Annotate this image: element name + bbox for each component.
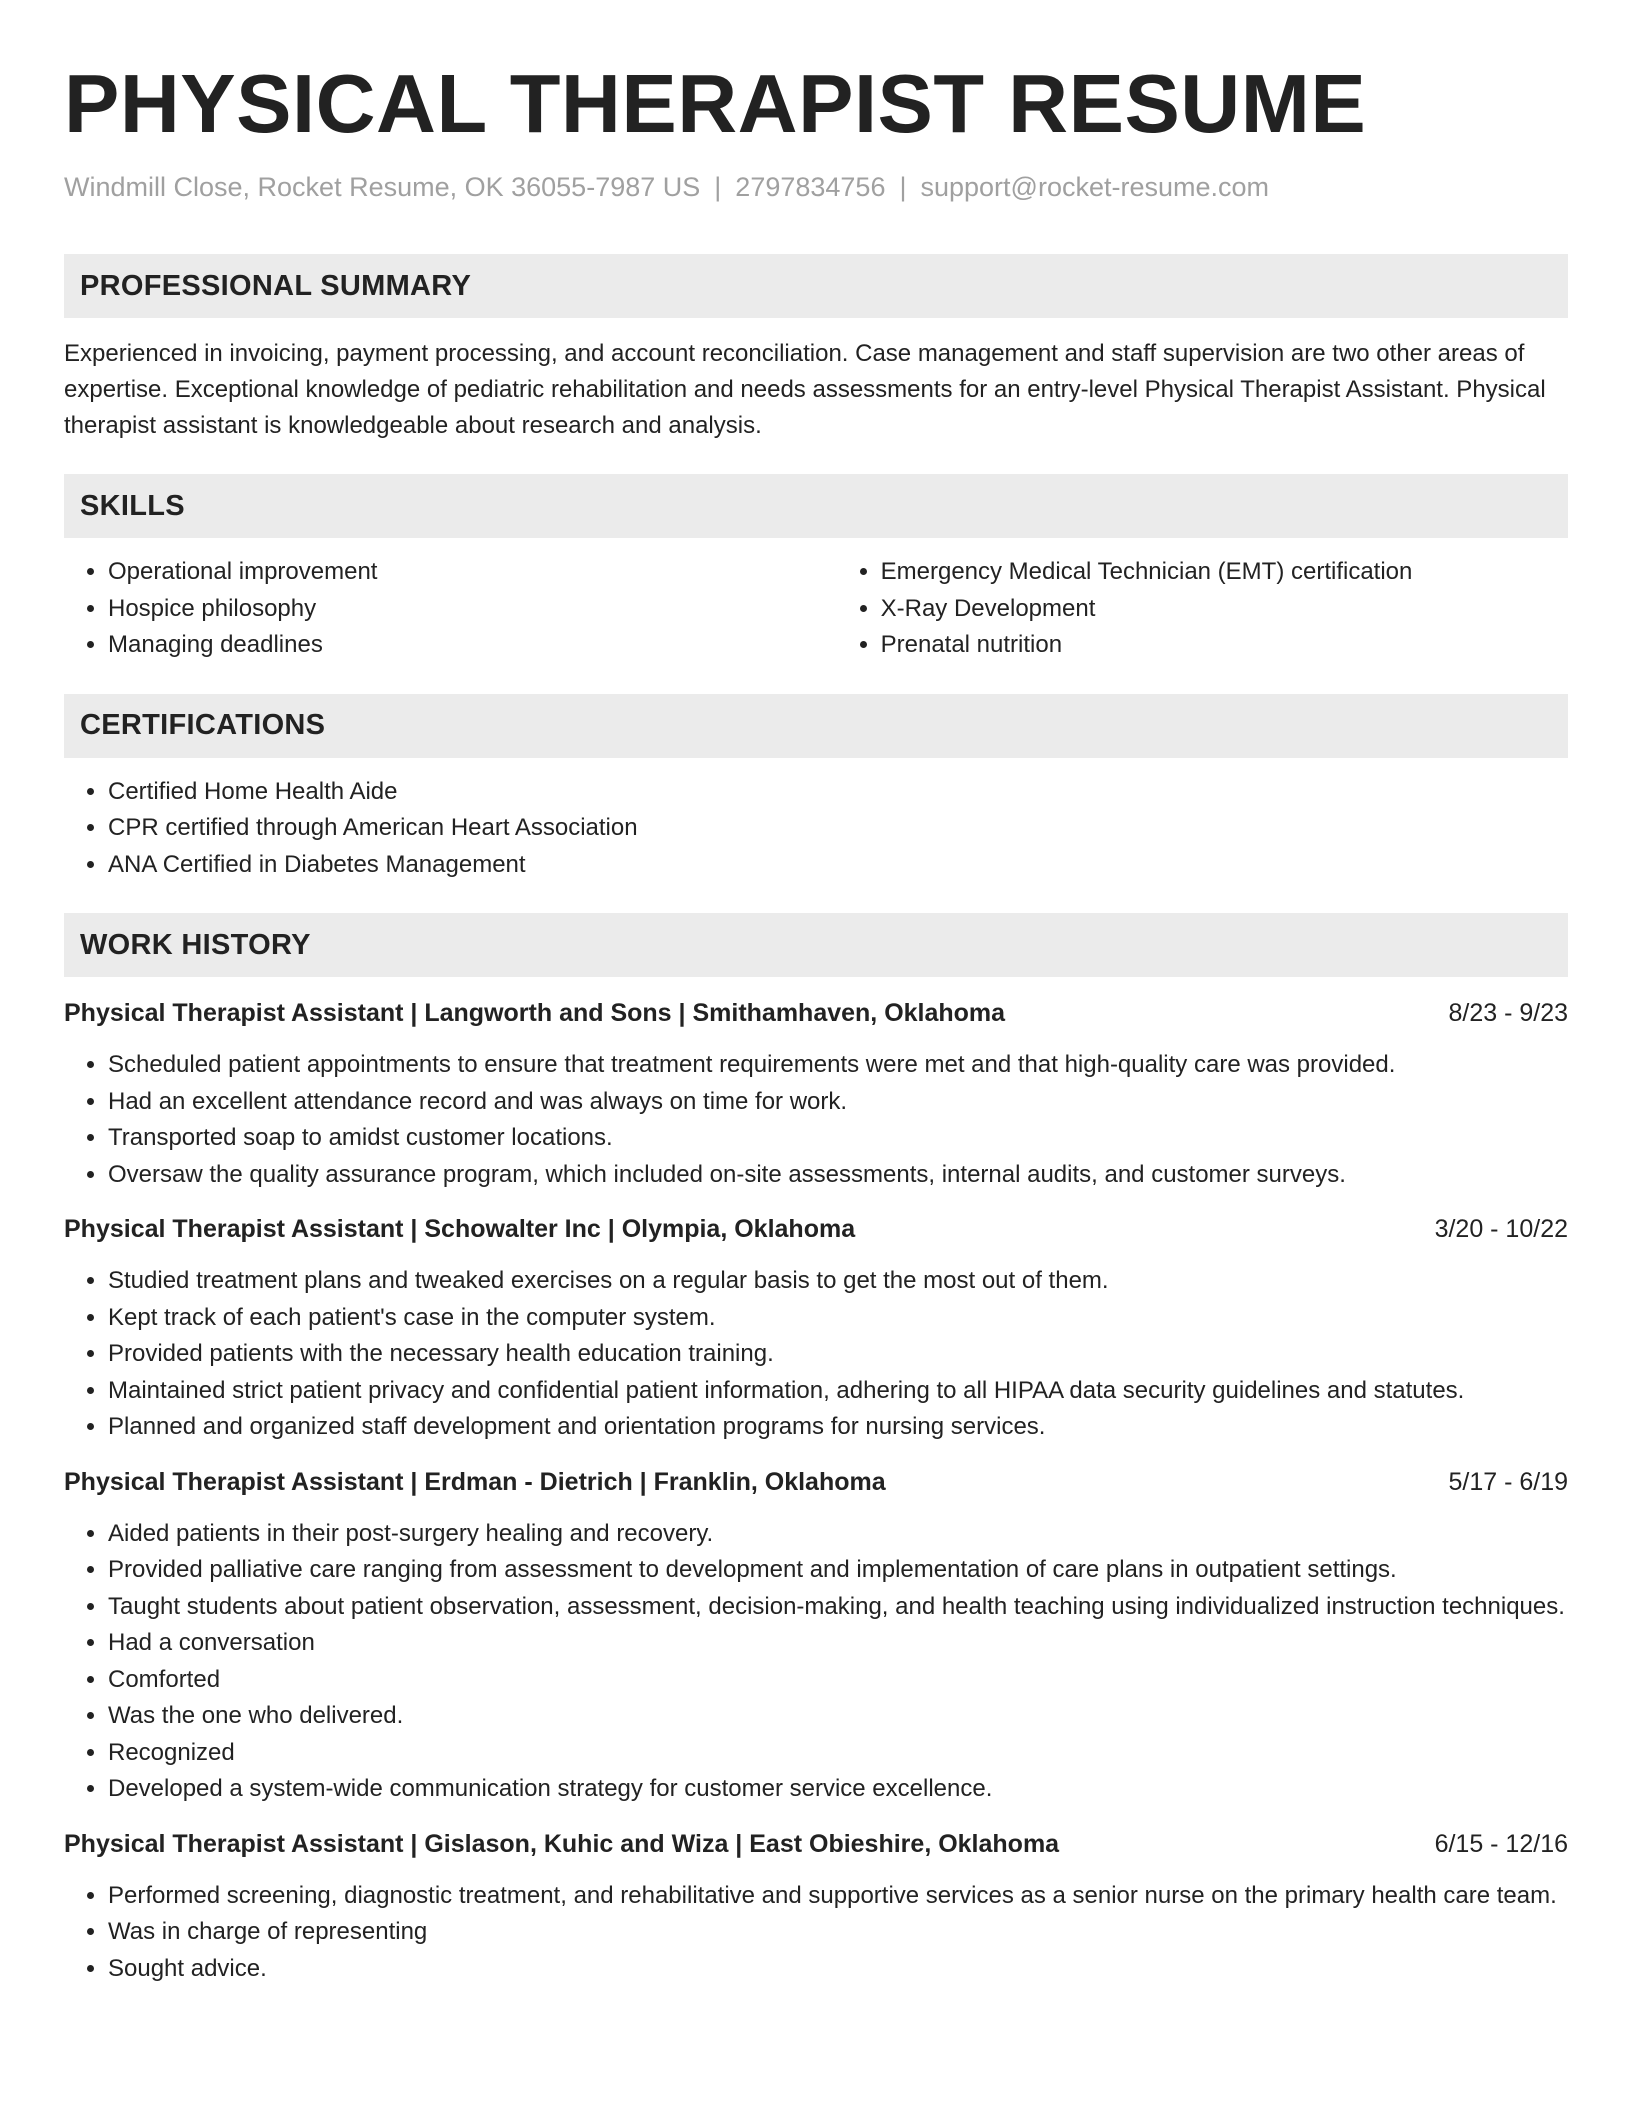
job-bullet: • Provided patients with the necessary health education training. bbox=[108, 1336, 1568, 1373]
job-bullets bbox=[64, 1878, 1568, 1988]
job-bullet: • Scheduled patient appointments to ensure that treatment requirements were met and that high-quality care was provided. bbox=[108, 1047, 1568, 1084]
job-bullet: • Developed a system-wide communication strategy for customer service excellence. bbox=[108, 1771, 1568, 1808]
skill-item: • Prenatal nutrition bbox=[881, 627, 1568, 664]
skill-item: • Hospice philosophy bbox=[108, 591, 837, 628]
job-entry bbox=[64, 1826, 1568, 1988]
skills-list-left bbox=[64, 554, 837, 664]
skill-item: • Managing deadlines bbox=[108, 627, 837, 664]
job-bullet: • Comforted bbox=[108, 1662, 1568, 1699]
contact-separator: | bbox=[714, 172, 722, 202]
job-bullet: • Kept track of each patient's case in the computer system. bbox=[108, 1300, 1568, 1337]
job-header bbox=[64, 1211, 1568, 1247]
skills-columns bbox=[64, 538, 1568, 664]
job-bullet: • Was the one who delivered. bbox=[108, 1698, 1568, 1735]
job-bullet: • Was in charge of representing bbox=[108, 1914, 1568, 1951]
job-bullet: • Taught students about patient observation, assessment, decision-making, and health teaching using individualized instruction techniques. bbox=[108, 1589, 1568, 1626]
resume-title: PHYSICAL THERAPIST RESUME bbox=[64, 57, 1367, 150]
job-bullet: • Had a conversation bbox=[108, 1625, 1568, 1662]
job-bullet: • Recognized bbox=[108, 1735, 1568, 1772]
job-entry bbox=[64, 1211, 1568, 1446]
job-bullet: • Oversaw the quality assurance program, which included on-site assessments, internal audits, and customer surveys. bbox=[108, 1157, 1568, 1194]
certification-item: • ANA Certified in Diabetes Management bbox=[108, 847, 1568, 884]
job-bullet: • Maintained strict patient privacy and confidential patient information, adhering to all HIPAA data security guidelines and statutes. bbox=[108, 1373, 1568, 1410]
section-header-skills bbox=[64, 474, 1568, 538]
job-bullet: • Provided palliative care ranging from assessment to development and implementation of care plans in outpatient settings. bbox=[108, 1552, 1568, 1589]
section-title: CERTIFICATIONS bbox=[80, 709, 326, 741]
job-header bbox=[64, 1826, 1568, 1862]
section-title: SKILLS bbox=[80, 489, 185, 522]
skill-item: • Operational improvement bbox=[108, 554, 837, 591]
skill-item: • X-Ray Development bbox=[881, 591, 1568, 628]
section-header-work-history bbox=[64, 913, 1568, 977]
job-bullet: • Transported soap to amidst customer locations. bbox=[108, 1120, 1568, 1157]
job-bullet: • Planned and organized staff development and orientation programs for nursing services. bbox=[108, 1409, 1568, 1446]
job-dates: 6/15 - 12/16 bbox=[1434, 1829, 1568, 1858]
section-title: PROFESSIONAL SUMMARY bbox=[80, 269, 472, 302]
contact-phone: 2797834756 bbox=[735, 172, 886, 202]
job-title: Physical Therapist Assistant | Schowalter Inc | Olympia, Oklahoma bbox=[64, 1215, 856, 1243]
job-dates: 3/20 - 10/22 bbox=[1434, 1215, 1568, 1243]
job-title: Physical Therapist Assistant | Langworth and Sons | Smithamhaven, Oklahoma bbox=[64, 999, 1006, 1027]
job-entry bbox=[64, 1464, 1568, 1808]
contact-separator: | bbox=[899, 172, 907, 202]
job-entry bbox=[64, 995, 1568, 1193]
skill-item: • Emergency Medical Technician (EMT) certification bbox=[881, 554, 1568, 591]
job-title: Physical Therapist Assistant | Gislason, Kuhic and Wiza | East Obieshire, Oklahoma bbox=[64, 1829, 1060, 1858]
skills-list-right bbox=[837, 554, 1568, 664]
job-bullets bbox=[64, 1263, 1568, 1446]
summary-text: Experienced in invoicing, payment processing, and account reconciliation. Case management and staff supervision are two other areas of expertise. Exceptional knowledge of pediatric rehabilitation and needs assessments for an entry-level Physical Therapist Assistant. Physical therapist assistant is knowledgeable about research and analysis. bbox=[64, 340, 1546, 439]
contact-email: support@rocket-resume.com bbox=[920, 172, 1270, 202]
job-header bbox=[64, 1464, 1568, 1500]
certifications-list bbox=[64, 774, 1568, 884]
job-header bbox=[64, 995, 1568, 1031]
job-title: Physical Therapist Assistant | Erdman - Dietrich | Franklin, Oklahoma bbox=[64, 1467, 886, 1496]
section-title: WORK HISTORY bbox=[80, 928, 311, 961]
job-bullet: • Studied treatment plans and tweaked exercises on a regular basis to get the most out of them. bbox=[108, 1263, 1568, 1300]
job-bullet: • Performed screening, diagnostic treatment, and rehabilitative and supportive services as a senior nurse on the primary health care team. bbox=[108, 1878, 1568, 1915]
job-bullets bbox=[64, 1516, 1568, 1808]
job-bullet: • Aided patients in their post-surgery healing and recovery. bbox=[108, 1516, 1568, 1553]
job-bullet: • Had an excellent attendance record and was always on time for work. bbox=[108, 1084, 1568, 1121]
contact-address: Windmill Close, Rocket Resume, OK 36055-7987 US bbox=[64, 172, 701, 202]
job-dates: 5/17 - 6/19 bbox=[1448, 1467, 1568, 1496]
certification-item: • CPR certified through American Heart Association bbox=[108, 810, 1568, 847]
certification-item: • Certified Home Health Aide bbox=[108, 774, 1568, 811]
job-dates: 8/23 - 9/23 bbox=[1448, 999, 1568, 1027]
contact-line bbox=[64, 170, 1568, 204]
job-bullet: • Sought advice. bbox=[108, 1951, 1568, 1988]
section-header-summary bbox=[64, 254, 1568, 318]
job-bullets bbox=[64, 1047, 1568, 1193]
section-header-certifications bbox=[64, 694, 1568, 758]
